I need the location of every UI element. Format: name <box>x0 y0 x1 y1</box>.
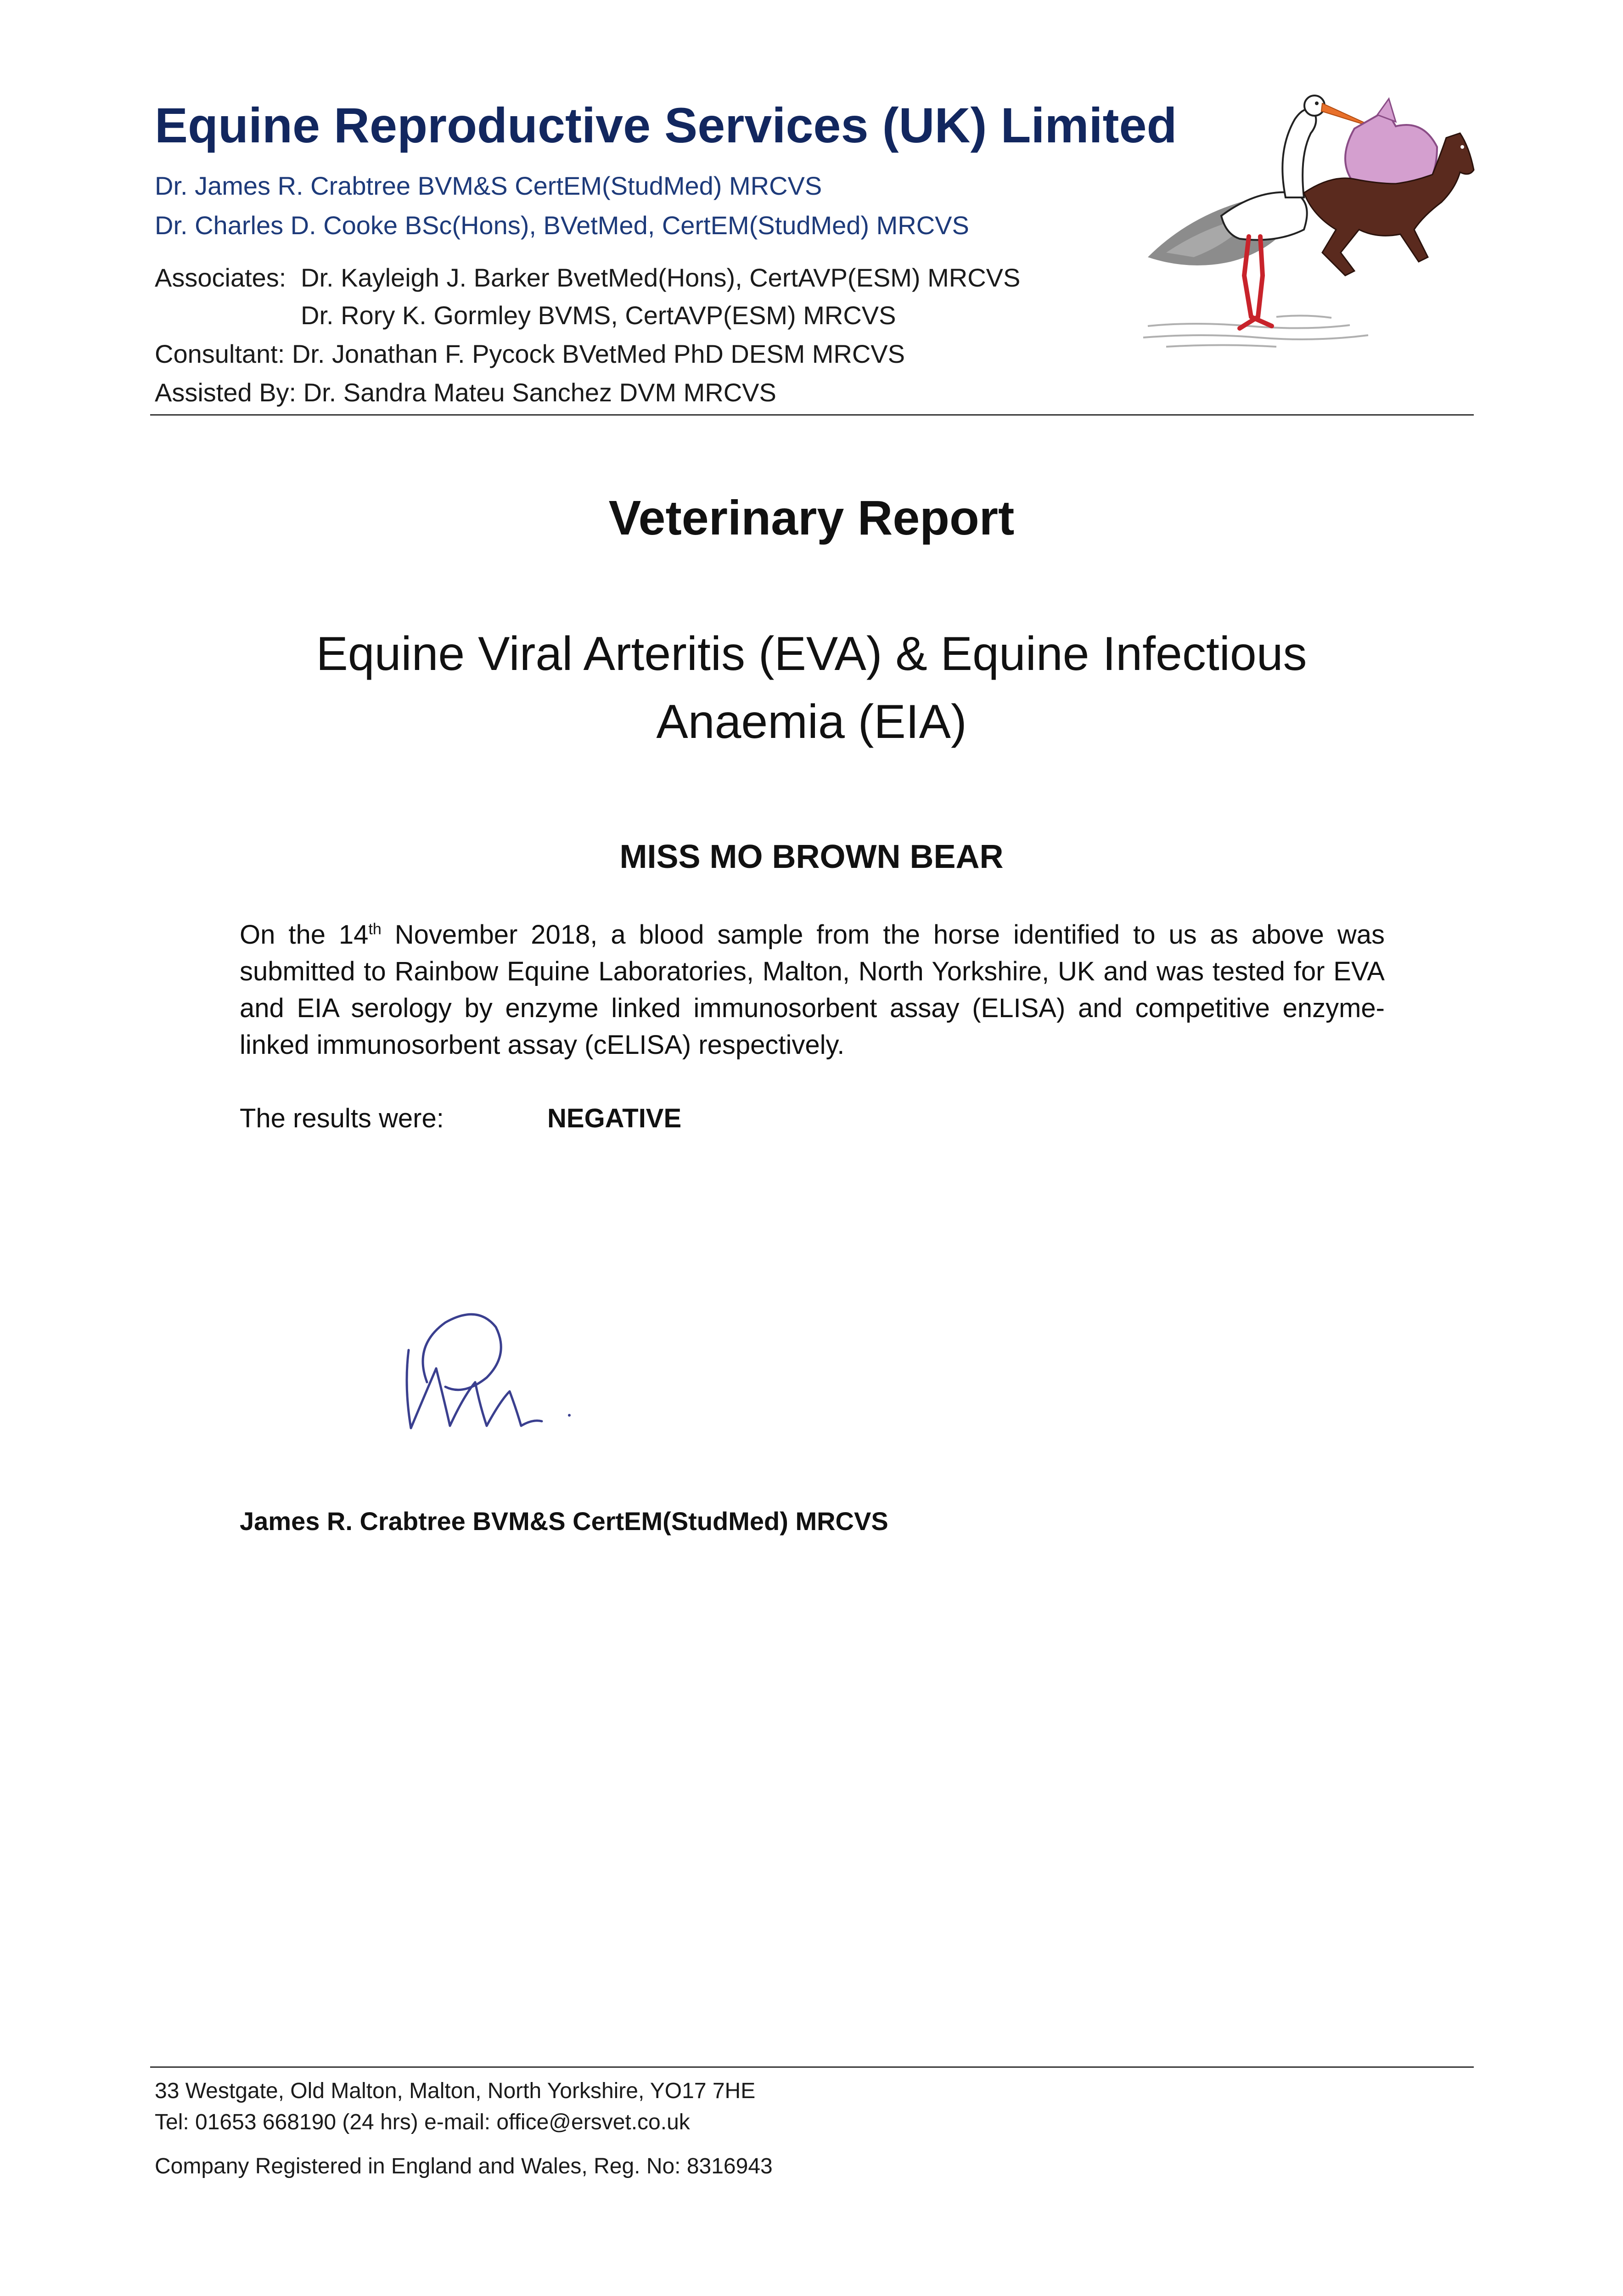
partner-2: Dr. Charles D. Cooke BSc(Hons), BVetMed, CertEM(StudMed) MRCVS <box>155 211 969 240</box>
assisted-name: Dr. Sandra Mateu Sanchez DVM MRCVS <box>303 378 776 407</box>
handwritten-signature-icon <box>395 1295 578 1442</box>
signatory-name: James R. Crabtree BVM&S CertEM(StudMed) MRCVS <box>240 1507 888 1536</box>
consultant-name: Dr. Jonathan F. Pycock BVetMed PhD DESM MRCVS <box>292 339 905 368</box>
subject-line-2: Anaemia (EIA) <box>656 695 967 748</box>
report-body <box>240 917 1385 1064</box>
company-name: Equine Reproductive Services (UK) Limited <box>155 97 1177 153</box>
results-line <box>240 1103 681 1134</box>
assisted-label: Assisted By: <box>155 378 297 407</box>
body-post: November 2018, a blood sample from the horse identified to us as above was submitted to Rainbow Equine Laboratories, Malton, North Yorkshire, UK and was tested for EVA and EIA serology by enzyme linked immunosorbent assay (ELISA) and competitive enzyme-linked immunosorbent assay (cELISA) respectively. <box>240 920 1385 1060</box>
report-title: Veterinary Report <box>608 491 1015 545</box>
results-label: The results were: <box>240 1103 444 1133</box>
consultant-row <box>155 339 905 369</box>
consultant-label: Consultant: <box>155 339 285 368</box>
associate-1: Dr. Kayleigh J. Barker BvetMed(Hons), CertAVP(ESM) MRCVS <box>301 263 1021 292</box>
associate-2: Dr. Rory K. Gormley BVMS, CertAVP(ESM) MRCVS <box>301 301 896 330</box>
body-pre: On the 14 <box>240 920 369 950</box>
subject-line-1: Equine Viral Arteritis (EVA) & Equine Infectious <box>316 627 1307 681</box>
footer-registration: Company Registered in England and Wales, Reg. No: 8316943 <box>155 2154 773 2178</box>
report-subject <box>0 620 1623 756</box>
stork-carrying-foal-icon <box>1139 78 1478 354</box>
footer-contact: Tel: 01653 668190 (24 hrs) e-mail: office@ersvet.co.uk <box>155 2110 690 2134</box>
footer-address: 33 Westgate, Old Malton, Malton, North Yorkshire, YO17 7HE <box>155 2079 756 2103</box>
partner-1: Dr. James R. Crabtree BVM&S CertEM(StudMed) MRCVS <box>155 171 822 200</box>
results-value: NEGATIVE <box>547 1103 682 1133</box>
assisted-row <box>155 377 776 407</box>
associates-row-2 <box>155 300 896 330</box>
associates-row <box>155 263 1020 293</box>
footer-divider <box>150 2066 1474 2068</box>
header-divider <box>150 414 1474 416</box>
associates-label: Associates: <box>155 263 286 292</box>
body-sup: th <box>368 920 382 938</box>
horse-name: MISS MO BROWN BEAR <box>619 838 1004 875</box>
